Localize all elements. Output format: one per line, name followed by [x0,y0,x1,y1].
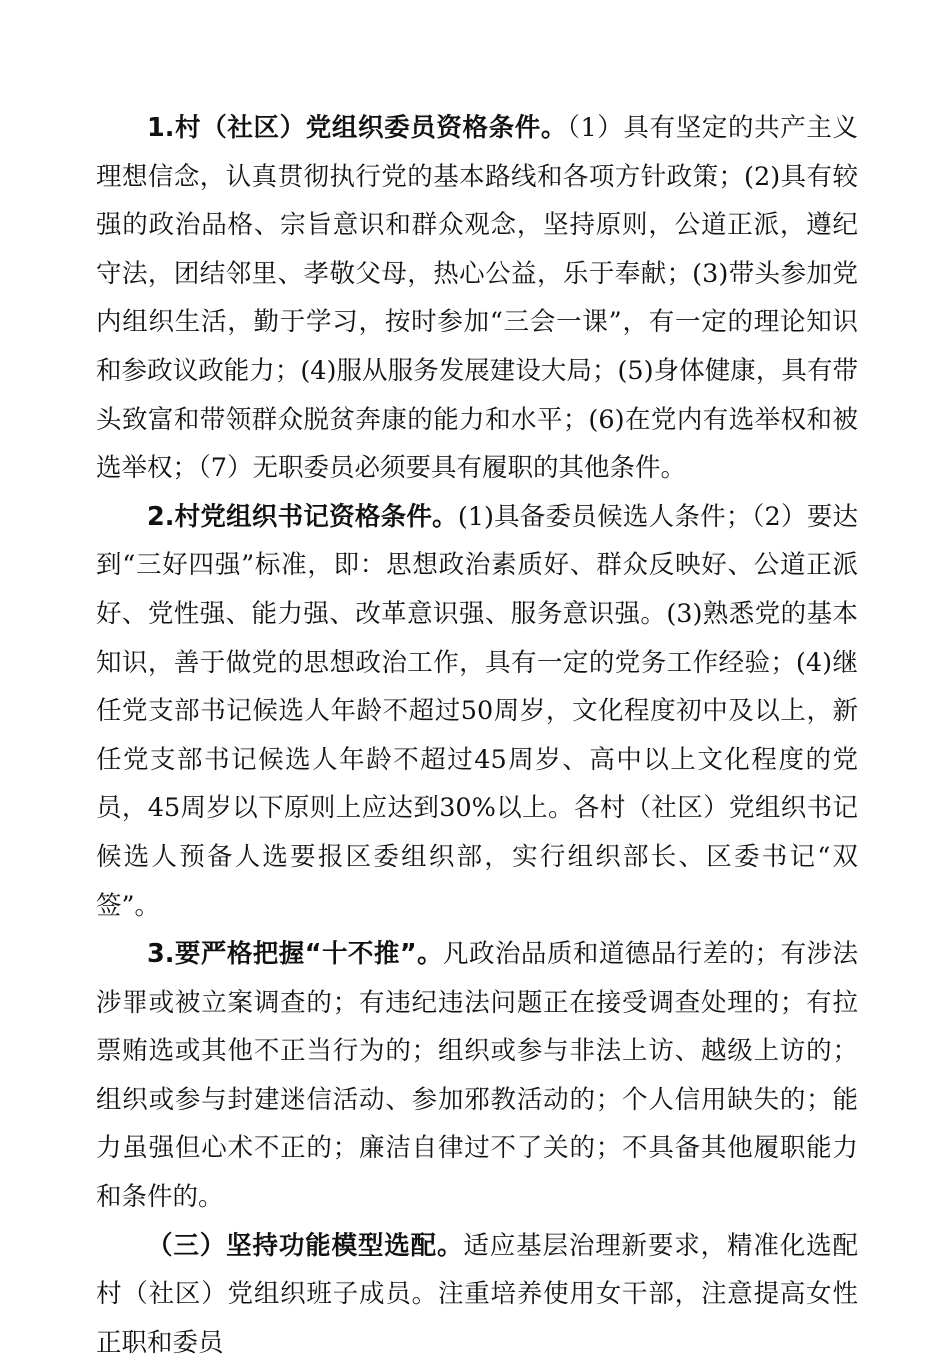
paragraph-ten-exclusions [96,930,858,1222]
paragraph-member-qualifications [96,104,858,493]
paragraph-heading: 1.村（社区）党组织委员资格条件。 [147,113,568,143]
document-body [96,104,858,1367]
paragraph-function-model [96,1222,858,1367]
paragraph-text: （1）具有坚定的共产主义理想信念，认真贯彻执行党的基本路线和各项方针政策；(2)具有较强的政治品格、宗旨意识和群众观念，坚持原则，公道正派，遵纪守法，团结邻里、孝敬父母，热心公益，乐于奉献；(3)带头参加党内组织生活，勤于学习，按时参加“三会一课”，有一定的理论知识和参政议政能力；(4)服从服务发展建设大局；(5)身体健康，具有带头致富和带领群众脱贫奔康的能力和水平；(6)在党内有选举权和被选举权；（7）无职委员必须要具有履职的其他条件。 [96,113,858,484]
paragraph-heading: 3.要严格把握“十不推”。 [147,939,444,970]
paragraph-text: 适应基层治理新要求，精准化选配村（社区）党组织班子成员。注重培养使用女干部，注意提高女性正职和委员 [96,1230,858,1358]
paragraph-text: 凡政治品质和道德品行差的；有涉法涉罪或被立案调查的；有违纪违法问题正在接受调查处理的；有拉票贿选或其他不正当行为的；组织或参与非法上访、越级上访的；组织或参与封建迷信活动、参加邪教活动的；个人信用缺失的；能力虽强但心术不正的；廉洁自律过不了关的；不具备其他履职能力和条件的。 [96,939,858,1213]
paragraph-text: (1)具备委员候选人条件；（2）要达到“三好四强”标准，即：思想政治素质好、群众反映好、公道正派好、党性强、能力强、改革意识强、服务意识强。(3)熟悉党的基本知识，善于做党的思想政治工作，具有一定的党务工作经验；(4)继任党支部书记候选人年龄不超过50周岁，文化程度初中及以上，新任党支部书记候选人年龄不超过45周岁、高中以上文化程度的党员，45周岁以下原则上应达到30%以上。各村（社区）党组织书记候选人预备人选要报区委组织部，实行组织部长、区委书记“双签”。 [96,501,858,921]
paragraph-heading: 2.村党组织书记资格条件。 [147,501,458,532]
paragraph-secretary-qualifications [96,493,858,930]
paragraph-heading: （三）坚持功能模型选配。 [147,1230,464,1261]
